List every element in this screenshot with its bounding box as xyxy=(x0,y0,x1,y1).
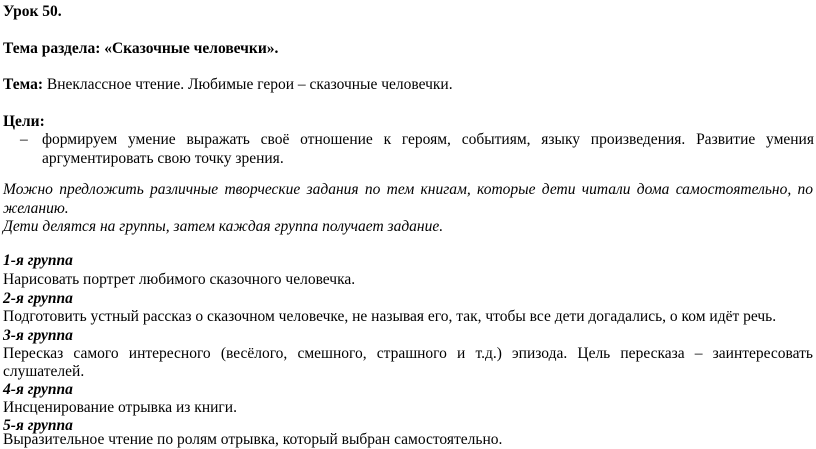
section-title: Тема раздела: «Сказочные человечки». xyxy=(3,40,279,57)
group-3-task-line-1: Пересказ самого интересного (весёлого, смешного, страшного и т.д.) эпизода. Цель пересказа – заинтересовать xyxy=(3,345,813,362)
intro-line-3: Дети делятся на группы, затем каждая группа получает задание. xyxy=(3,218,444,235)
group-2-title: 2-я группа xyxy=(3,290,73,307)
intro-line-1: Можно предложить различные творческие задания по тем книгам, которые дети читали дома самостоятельно, по xyxy=(3,181,813,198)
group-3-title: 3-я группа xyxy=(3,327,73,344)
group-1-title: 1-я группа xyxy=(3,252,73,269)
intro-line-2: желанию. xyxy=(3,200,69,217)
goals-label: Цели: xyxy=(3,113,45,130)
group-5-title: 5-я группа xyxy=(3,417,73,434)
goal-text-line-1: формируем умение выражать своё отношение к героям, событиям, языку произведения. Развитие умения xyxy=(42,131,814,148)
lesson-number: Урок 50. xyxy=(3,3,62,20)
group-1-task: Нарисовать портрет любимого сказочного человечка. xyxy=(3,271,356,288)
group-4-title: 4-я группа xyxy=(3,381,73,398)
group-3-task-line-2: слушателей. xyxy=(3,363,85,380)
topic-line xyxy=(3,75,453,94)
bullet-dash: – xyxy=(20,131,28,148)
group-4-task: Инсценирование отрывка из книги. xyxy=(3,399,237,416)
topic-text: Внеклассное чтение. Любимые герои – сказочные человечки. xyxy=(43,76,453,93)
group-5-task: Выразительное чтение по ролям отрывка, который выбран самостоятельно. xyxy=(3,431,503,448)
topic-label: Тема: xyxy=(3,76,43,93)
group-2-task: Подготовить устный рассказ о сказочном человечке, не называя его, так, чтобы все дети догадались, о ком идёт речь. xyxy=(3,308,777,325)
goal-text-line-2: аргументировать свою точку зрения. xyxy=(42,150,284,167)
